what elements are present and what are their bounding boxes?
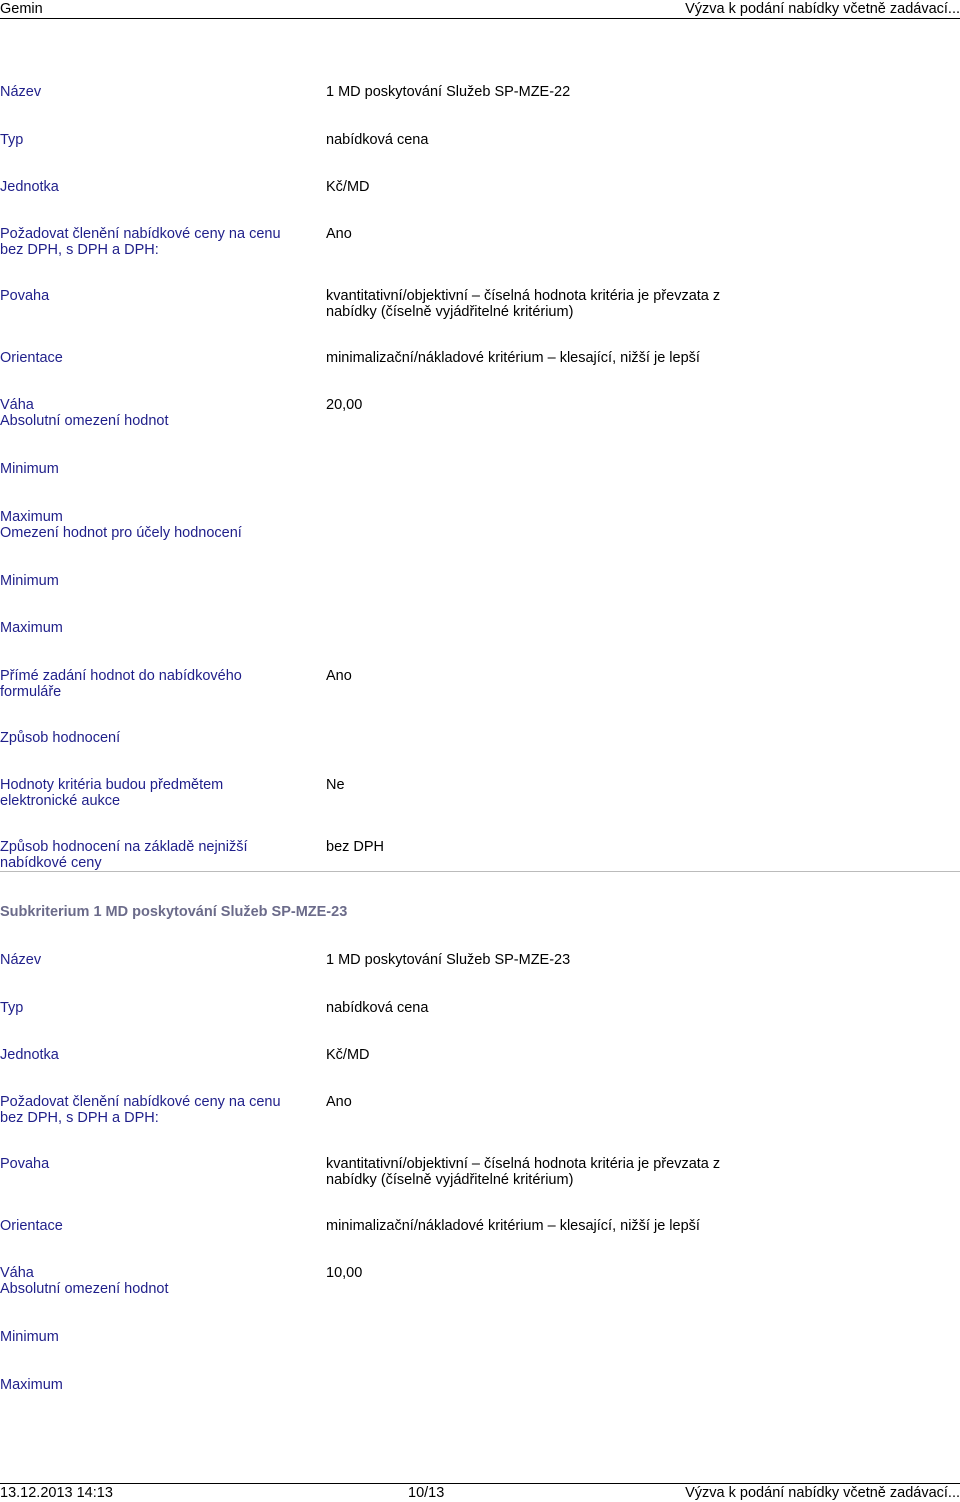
cleneni-label-2-line-1: Požadovat členění nabídkové ceny na cenu	[0, 1094, 281, 1110]
cleneni-value-2: Ano	[326, 1094, 352, 1110]
povaha-value-2	[326, 1156, 956, 1188]
cleneni-label-2	[0, 1094, 315, 1126]
omezeni-hodnoceni-heading: Omezení hodnot pro účely hodnocení	[0, 525, 242, 541]
orientace-value-2: minimalizační/nákladové kritérium – klesající, nižší je lepší	[326, 1218, 700, 1234]
footer-right-text: Výzva k podání nabídky včetně zadávací...	[685, 1485, 960, 1501]
nejnizsi-cena-label-line-1: Způsob hodnocení na základě nejnižší	[0, 839, 248, 855]
minimum-hodnoceni-label: Minimum	[0, 573, 59, 589]
aukce-label-line-2: elektronické aukce	[0, 793, 121, 809]
aukce-label-line-1: Hodnoty kritéria budou předmětem	[0, 777, 224, 793]
povaha-label: Povaha	[0, 288, 50, 304]
nazev-label-2: Název	[0, 952, 42, 968]
prime-zadani-label-line-1: Přímé zadání hodnot do nabídkového	[0, 668, 242, 684]
vaha-label: Váha	[0, 397, 34, 413]
nejnizsi-cena-label-line-2: nabídkové ceny	[0, 855, 102, 871]
cleneni-label-line-1: Požadovat členění nabídkové ceny na cenu	[0, 226, 281, 242]
cleneni-label-line-2: bez DPH, s DPH a DPH:	[0, 242, 159, 258]
maximum-label: Maximum	[0, 509, 63, 525]
aukce-value: Ne	[326, 777, 345, 793]
nazev-value: 1 MD poskytování Služeb SP-MZE-22	[326, 84, 571, 100]
cleneni-label-2-line-2: bez DPH, s DPH a DPH:	[0, 1110, 159, 1126]
aukce-label	[0, 777, 315, 809]
minimum-label-2: Minimum	[0, 1329, 59, 1345]
typ-label-2: Typ	[0, 1000, 24, 1016]
minimum-label: Minimum	[0, 461, 59, 477]
prime-zadani-value: Ano	[326, 668, 352, 684]
cleneni-label	[0, 226, 315, 258]
zpusob-hodnoceni-heading: Způsob hodnocení	[0, 730, 121, 746]
absolutni-omezeni-heading-2: Absolutní omezení hodnot	[0, 1281, 169, 1297]
absolutni-omezeni-heading: Absolutní omezení hodnot	[0, 413, 169, 429]
povaha-value	[326, 288, 956, 320]
vaha-value-2: 10,00	[326, 1265, 363, 1281]
nazev-value-2: 1 MD poskytování Služeb SP-MZE-23	[326, 952, 571, 968]
maximum-label-2: Maximum	[0, 1377, 63, 1393]
nejnizsi-cena-label	[0, 839, 315, 871]
page-footer	[0, 1483, 960, 1502]
footer-page-number: 10/13	[408, 1485, 445, 1501]
orientace-value: minimalizační/nákladové kritérium – klesající, nižší je lepší	[326, 350, 700, 366]
typ-value: nabídková cena	[326, 132, 429, 148]
typ-value-2: nabídková cena	[326, 1000, 429, 1016]
page-header	[0, 0, 960, 19]
povaha-value-2-line-1: kvantitativní/objektivní – číselná hodnota kritéria je převzata z	[326, 1156, 721, 1172]
cleneni-value: Ano	[326, 226, 352, 242]
nazev-label: Název	[0, 84, 42, 100]
nejnizsi-cena-value: bez DPH	[326, 839, 385, 855]
jednotka-value: Kč/MD	[326, 179, 370, 195]
footer-date: 13.12.2013 14:13	[0, 1485, 113, 1501]
maximum-hodnoceni-label: Maximum	[0, 620, 63, 636]
prime-zadani-label	[0, 668, 315, 700]
orientace-label-2: Orientace	[0, 1218, 63, 1234]
header-left-text: Gemin	[0, 1, 43, 17]
orientace-label: Orientace	[0, 350, 63, 366]
typ-label: Typ	[0, 132, 24, 148]
prime-zadani-label-line-2: formuláře	[0, 684, 62, 700]
jednotka-label: Jednotka	[0, 179, 59, 195]
povaha-value-2-line-2: nabídky (číselně vyjádřitelné kritérium)	[326, 1172, 574, 1188]
vaha-label-2: Váha	[0, 1265, 34, 1281]
jednotka-label-2: Jednotka	[0, 1047, 59, 1063]
povaha-label-2: Povaha	[0, 1156, 50, 1172]
subkriterium-title: Subkriterium 1 MD poskytování Služeb SP-MZE-23	[0, 904, 348, 920]
vaha-value: 20,00	[326, 397, 363, 413]
header-right-text: Výzva k podání nabídky včetně zadávací...	[685, 1, 960, 17]
povaha-value-line-1: kvantitativní/objektivní – číselná hodnota kritéria je převzata z	[326, 288, 721, 304]
jednotka-value-2: Kč/MD	[326, 1047, 370, 1063]
povaha-value-line-2: nabídky (číselně vyjádřitelné kritérium)	[326, 304, 574, 320]
section-divider	[0, 871, 960, 872]
